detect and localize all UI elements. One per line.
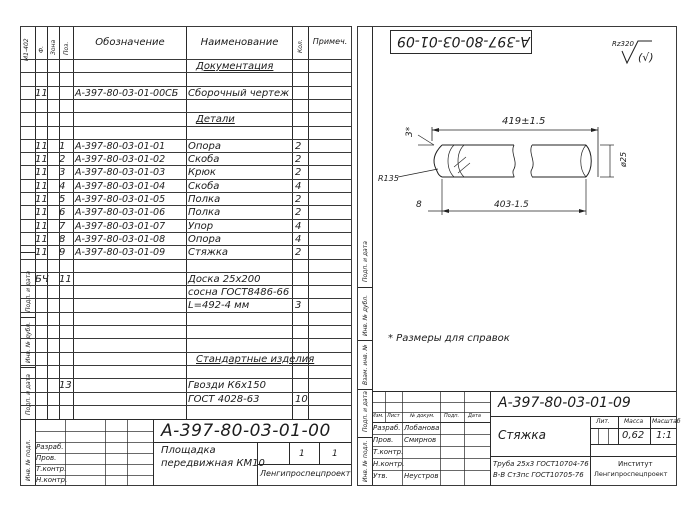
- row-zone: [47, 246, 59, 259]
- row-designation: А-397-80-03-01-01: [75, 140, 166, 152]
- row-designation: [75, 353, 186, 366]
- row-zone: [47, 366, 59, 379]
- row-name: [188, 127, 292, 140]
- row-qty: [295, 406, 308, 419]
- material-line2: В-В Ст3пс ГОСТ10705-76: [493, 471, 584, 479]
- top-stamp-box: [390, 30, 532, 54]
- side-strip-1: Подп. и дата: [25, 271, 32, 312]
- row-zone: [47, 113, 59, 126]
- row-designation: [75, 393, 186, 406]
- dim-chamfer: 3*: [405, 126, 415, 137]
- part-title: Стяжка: [498, 428, 546, 442]
- row-name: Скоба: [188, 154, 220, 166]
- row-format: 11: [35, 220, 48, 232]
- part-doc-code: А-397-80-03-01-09: [498, 395, 631, 411]
- row-designation: [75, 60, 186, 73]
- spec-title-block: [35, 419, 351, 486]
- row-format: 11: [35, 180, 48, 192]
- row-name: сосна ГОСТ8486-66: [188, 287, 290, 299]
- table-row: [21, 298, 351, 312]
- spec-title-line2: передвижная КМ10: [161, 458, 265, 469]
- table-row: [21, 192, 351, 206]
- row-name: L=492-4 мм: [188, 300, 250, 312]
- row-format: [35, 326, 47, 339]
- role-tkontr: Т.контр.: [373, 448, 404, 456]
- row-qty: [295, 366, 308, 379]
- row-pos: [59, 313, 73, 326]
- table-row: [21, 312, 351, 326]
- row-format: [35, 313, 47, 326]
- row-name: [188, 73, 292, 86]
- row-format: [35, 366, 47, 379]
- row-qty: 4: [295, 233, 302, 245]
- table-row: [21, 139, 351, 153]
- row-pos: 13: [59, 380, 72, 392]
- row-qty: [295, 353, 308, 366]
- row-zone: [47, 127, 59, 140]
- row-zone: [47, 313, 59, 326]
- table-row: [21, 205, 351, 219]
- row-pos: 9: [59, 247, 66, 259]
- col-izm: Изм.: [372, 413, 384, 419]
- row-pos: [59, 260, 73, 273]
- table-row: [21, 165, 351, 179]
- row-designation: [75, 100, 186, 113]
- header-note: Примеч.: [312, 37, 348, 46]
- row-name: [188, 406, 292, 419]
- row-designation: А-397-80-03-01-07: [75, 220, 166, 232]
- row-zone: [47, 353, 59, 366]
- spec-sheet-no: 1: [299, 449, 305, 459]
- table-row: [21, 179, 351, 193]
- row-zone: [47, 180, 59, 193]
- row-zone: [47, 153, 59, 166]
- row-qty: 2: [295, 247, 302, 259]
- r-side-strip-3: Взам. инв. №: [362, 344, 369, 385]
- row-name: [188, 313, 292, 326]
- scale-value: 1:1: [656, 430, 673, 441]
- row-designation: А-397-80-03-01-09: [75, 247, 166, 259]
- row-designation: [75, 313, 186, 326]
- row-name: Стандартные изделия: [196, 353, 315, 365]
- row-zone: [47, 220, 59, 233]
- row-pos: [59, 406, 73, 419]
- row-pos: [59, 286, 73, 299]
- table-row: [21, 338, 351, 352]
- row-zone: [47, 393, 59, 406]
- role-utv: Утв.: [373, 472, 388, 480]
- header-designation: Обозначение: [95, 37, 165, 48]
- row-designation: [75, 273, 186, 286]
- row-zone: [47, 406, 59, 419]
- lit-label: Лит.: [596, 418, 610, 425]
- row-zone: [47, 73, 59, 86]
- row-name: [188, 260, 292, 273]
- row-name: Документация: [196, 61, 274, 72]
- table-row: [21, 86, 351, 100]
- row-pos: [59, 73, 73, 86]
- row-format: БЧ: [35, 273, 49, 285]
- table-row: [21, 365, 351, 379]
- spec-doc-code: А-397-80-03-01-00: [161, 421, 331, 441]
- mass-label: Масса: [624, 418, 644, 425]
- row-zone: [47, 87, 59, 100]
- row-pos: [59, 127, 73, 140]
- table-row: [21, 405, 351, 419]
- row-pos: [59, 100, 73, 113]
- row-designation: [75, 366, 186, 379]
- row-pos: 3: [59, 167, 66, 179]
- header-format: Ф.: [38, 45, 45, 53]
- spec-sign-role-2: Пров.: [36, 454, 57, 462]
- header-name: Наименование: [200, 37, 279, 48]
- row-qty: [295, 260, 308, 273]
- reference-note: * Размеры для справок: [388, 333, 510, 344]
- row-format: 11: [35, 87, 48, 99]
- spec-title-line1: Площадка: [161, 445, 216, 456]
- row-qty: [295, 326, 308, 339]
- row-pos: 6: [59, 207, 66, 219]
- row-pos: [59, 326, 73, 339]
- row-designation: А-397-80-03-01-04: [75, 180, 166, 192]
- row-format: [35, 260, 47, 273]
- row-qty: 4: [295, 220, 302, 232]
- table-row: [21, 285, 351, 299]
- row-designation: А-397-80-03-01-03: [75, 167, 166, 179]
- row-pos: 7: [59, 220, 66, 232]
- row-pos: [59, 113, 73, 126]
- row-designation: [75, 73, 186, 86]
- row-qty: [295, 379, 308, 392]
- dim-inner: 403-1.5: [494, 200, 529, 210]
- row-designation: А-397-80-03-01-05: [75, 194, 166, 205]
- row-designation: [75, 326, 186, 339]
- row-designation: [75, 299, 186, 312]
- row-zone: [47, 166, 59, 179]
- row-qty: 2: [295, 207, 302, 219]
- row-designation: [75, 286, 186, 299]
- row-name: Стяжка: [188, 247, 228, 259]
- row-format: [35, 73, 47, 86]
- row-zone: [47, 206, 59, 219]
- col-date: Дата: [468, 413, 481, 419]
- row-format: [35, 339, 47, 352]
- top-stamp-code: А-397-80-03-01-09: [397, 33, 530, 49]
- row-qty: [295, 339, 308, 352]
- table-row: [21, 126, 351, 140]
- roughness-mark: (√): [638, 51, 654, 64]
- dim-edge: 8: [416, 200, 422, 210]
- row-qty: 4: [295, 180, 302, 192]
- role-razrab: Разраб.: [373, 424, 401, 432]
- row-name: Крюк: [188, 167, 216, 179]
- row-format: [35, 379, 47, 392]
- row-format: [35, 113, 47, 126]
- col-sign: Подп.: [444, 413, 460, 419]
- table-row: [21, 152, 351, 166]
- row-zone: [47, 140, 59, 153]
- part-drawing: [374, 97, 674, 257]
- row-qty: 2: [295, 140, 302, 152]
- row-qty: [295, 286, 308, 299]
- institute-line1: Институт: [618, 460, 653, 468]
- row-designation: [75, 379, 186, 392]
- role-nkontr: Н.контр.: [373, 460, 405, 468]
- row-name: Полка: [188, 194, 221, 205]
- row-name: [188, 339, 292, 352]
- institute-line2: Ленгипроспецпроект: [594, 470, 668, 478]
- material-line1: Труба 25х3 ГОСТ10704-76: [493, 460, 589, 468]
- row-name: Полка: [188, 207, 221, 219]
- row-pos: 1: [59, 140, 66, 152]
- row-format: [35, 353, 47, 366]
- row-zone: [47, 260, 59, 273]
- row-format: 11: [35, 247, 48, 259]
- row-qty: [295, 313, 308, 326]
- roughness-symbol: [608, 35, 668, 67]
- r-side-strip-5: Инв. № подл.: [362, 440, 369, 482]
- row-name: Гвозди К6х150: [188, 380, 266, 392]
- row-pos: [59, 60, 73, 73]
- row-designation: А-397-80-03-01-06: [75, 207, 166, 219]
- row-qty: 2: [295, 154, 302, 166]
- row-format: 11: [35, 154, 48, 166]
- header-pos: Поз.: [63, 41, 70, 55]
- row-format: 11: [35, 233, 48, 245]
- table-row: [21, 272, 351, 286]
- row-format: 11: [35, 194, 48, 205]
- table-row: [21, 259, 351, 273]
- row-format: [35, 100, 47, 113]
- row-qty: 2: [295, 194, 302, 205]
- r-side-strip-1: Подп. и дата: [362, 241, 369, 282]
- table-row: [21, 72, 351, 86]
- row-name: ГОСТ 4028-63: [188, 393, 260, 405]
- row-format: [35, 127, 47, 140]
- table-row: [21, 219, 351, 233]
- row-format: [35, 393, 47, 406]
- row-name: Скоба: [188, 180, 220, 192]
- row-pos: [59, 299, 73, 312]
- row-qty: [295, 60, 308, 73]
- row-name: Сборочный чертеж: [188, 87, 290, 99]
- row-pos: 2: [59, 154, 66, 166]
- row-zone: [47, 233, 59, 246]
- margin-label: М1-402: [23, 38, 30, 61]
- dim-diameter: ø25: [619, 151, 628, 167]
- table-row: [21, 99, 351, 113]
- row-pos: [59, 339, 73, 352]
- row-name: Упор: [188, 220, 214, 232]
- col-list: Лист: [387, 413, 400, 419]
- row-qty: [295, 273, 308, 286]
- row-pos: 4: [59, 180, 66, 192]
- table-row: [21, 392, 351, 406]
- table-row: [21, 378, 351, 392]
- row-name: Доска 25х200: [188, 273, 261, 285]
- row-zone: [47, 193, 59, 206]
- row-zone: [47, 286, 59, 299]
- row-name: [188, 366, 292, 379]
- name-utv: Неустров: [404, 472, 439, 480]
- row-pos: 11: [59, 273, 72, 285]
- header-qty: Кол.: [297, 39, 304, 53]
- row-designation: А-397-80-03-01-00СБ: [75, 87, 179, 99]
- row-qty: [295, 73, 308, 86]
- row-zone: [47, 60, 59, 73]
- spec-table: [21, 59, 351, 419]
- row-name: Опора: [188, 233, 222, 245]
- row-zone: [47, 379, 59, 392]
- part-title-block: [372, 391, 681, 486]
- spec-sheet-count: 1: [332, 449, 338, 459]
- header-zone: Зона: [50, 39, 57, 55]
- spec-org: Ленгипроспецпроект: [260, 469, 351, 478]
- row-format: 11: [35, 207, 48, 219]
- col-doc: № докум.: [410, 413, 435, 419]
- table-row: [21, 325, 351, 339]
- row-qty: [295, 113, 308, 126]
- table-row: [21, 245, 351, 259]
- spec-sign-role-1: Разраб.: [36, 443, 64, 451]
- row-zone: [47, 299, 59, 312]
- table-row: [21, 232, 351, 246]
- row-designation: [75, 113, 186, 126]
- row-zone: [47, 100, 59, 113]
- row-format: [35, 406, 47, 419]
- row-pos: [59, 366, 73, 379]
- r-side-strip-2: Инв. № дубл.: [362, 294, 369, 336]
- row-zone: [47, 273, 59, 286]
- roughness-value: Rz320: [612, 40, 634, 48]
- row-format: [35, 60, 47, 73]
- mass-value: 0,62: [622, 430, 645, 441]
- side-strip-4: Инв. № подл.: [25, 439, 32, 481]
- row-designation: А-397-80-03-01-08: [75, 233, 166, 245]
- spec-sign-role-3: Т.контр.: [36, 465, 67, 473]
- row-qty: 3: [295, 300, 302, 312]
- row-designation: [75, 260, 186, 273]
- row-format: 11: [35, 140, 48, 152]
- row-pos: 5: [59, 194, 66, 205]
- scale-label: Масштаб: [652, 418, 681, 425]
- name-prov: Смирнов: [404, 436, 437, 444]
- row-qty: [295, 127, 308, 140]
- spec-sign-role-4: Н.контр.: [36, 476, 68, 484]
- row-format: 11: [35, 167, 48, 179]
- row-zone: [47, 326, 59, 339]
- table-row: [21, 352, 351, 366]
- row-designation: [75, 127, 186, 140]
- row-designation: [75, 339, 186, 352]
- row-format: [35, 286, 47, 299]
- row-pos: [59, 393, 73, 406]
- row-designation: [75, 406, 186, 419]
- row-pos: 8: [59, 233, 66, 245]
- name-razrab: Лобанова: [404, 424, 440, 432]
- table-row: [21, 112, 351, 126]
- spec-sheet: [20, 26, 352, 486]
- row-qty: 10: [295, 393, 308, 405]
- r-side-strip-4: Подп. и дата: [362, 391, 369, 432]
- row-name: [188, 326, 292, 339]
- role-prov: Пров.: [373, 436, 394, 444]
- dim-radius: R135: [378, 174, 399, 183]
- table-row: [21, 59, 351, 73]
- row-format: [35, 299, 47, 312]
- side-strip-3: Подп. и дата: [25, 374, 32, 415]
- side-strip-2: Инв. № дубл.: [25, 321, 32, 363]
- row-pos: [59, 353, 73, 366]
- row-name: [188, 100, 292, 113]
- row-qty: [295, 100, 308, 113]
- row-qty: 2: [295, 167, 302, 179]
- row-name: Опора: [188, 140, 222, 152]
- row-qty: [295, 87, 308, 100]
- drawing-sheet: [357, 26, 681, 486]
- dim-overall: 419±1.5: [502, 116, 546, 127]
- row-zone: [47, 339, 59, 352]
- row-name: Детали: [196, 114, 235, 126]
- row-pos: [59, 87, 73, 100]
- row-designation: А-397-80-03-01-02: [75, 154, 166, 166]
